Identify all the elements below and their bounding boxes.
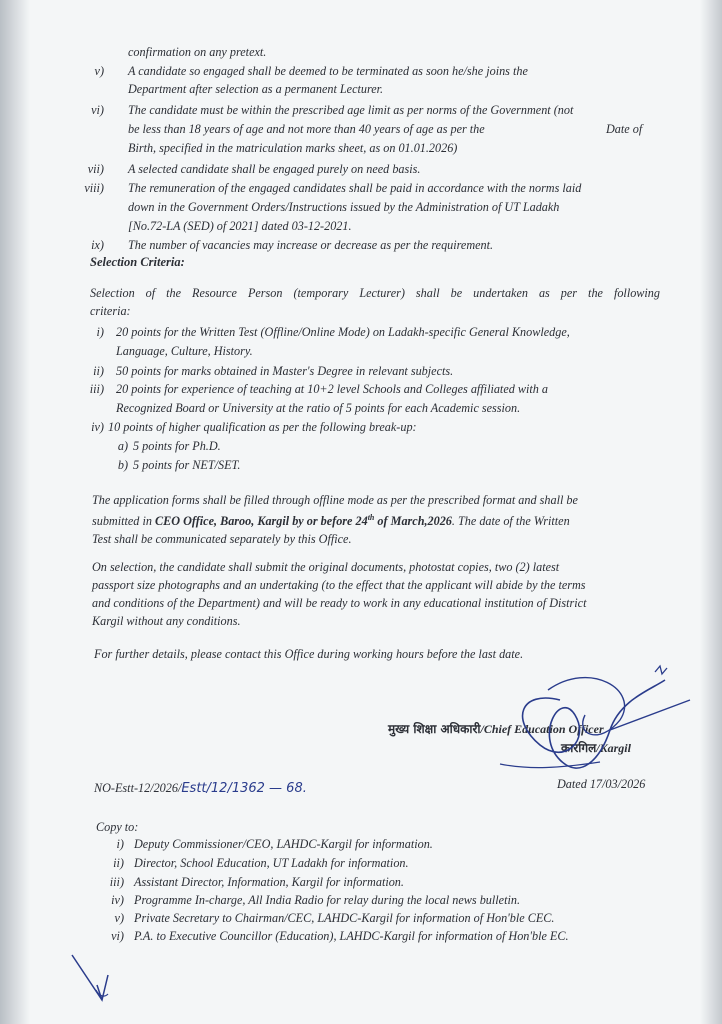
signature-scribble xyxy=(523,680,665,768)
condition-text: Date of xyxy=(606,122,643,136)
reference-number: NO-Estt-12/2026/ xyxy=(94,781,182,795)
english-title: /Chief Education Officer xyxy=(480,722,604,736)
sub-criteria-text: 5 points for NET/SET. xyxy=(133,458,241,472)
condition-number: vii) xyxy=(87,162,104,176)
contact-paragraph: For further details, please contact this Office during working hours before the last date. xyxy=(94,647,524,661)
condition-text: The candidate must be within the prescribed age limit as per norms of the Government (not xyxy=(128,103,574,117)
condition-text: The remuneration of the engaged candidates shall be paid in accordance with the norms laid xyxy=(128,181,582,195)
condition-iv-tail: confirmation on any pretext. xyxy=(128,45,267,59)
documents-line: passport size photographs and an undertaking (to the effect that the applicant will abide by the terms xyxy=(92,578,586,592)
criteria-number: i) xyxy=(96,325,104,339)
criteria-text: Recognized Board or University at the ratio of 5 points for each Academic session. xyxy=(116,401,521,415)
criteria-text: 50 points for marks obtained in Master's Degree in relevant subjects. xyxy=(116,364,454,378)
pen-scribble-bottom xyxy=(96,990,108,996)
criteria-number: ii) xyxy=(93,364,104,378)
documents-line: and conditions of the Department) and will be ready to work in any educational institution of District xyxy=(92,596,587,610)
copy-recipient: Director, School Education, UT Ladakh for information. xyxy=(134,856,409,870)
criteria-text: 20 points for the Written Test (Offline/Online Mode) on Ladakh-specific General Knowledge, xyxy=(116,325,570,339)
condition-text: Birth, specified in the matriculation marks sheet, as on 01.01.2026) xyxy=(128,141,458,155)
criteria-text: Language, Culture, History. xyxy=(116,344,253,358)
sub-criteria-number: b) xyxy=(117,458,128,472)
order-date: Dated 17/03/2026 xyxy=(557,777,646,791)
copy-recipient: P.A. to Executive Councillor (Education), LAHDC-Kargil for information of Hon'ble EC. xyxy=(134,929,569,943)
condition-text: The number of vacancies may increase or decrease as per the requirement. xyxy=(128,238,494,252)
copy-number: v) xyxy=(114,911,124,925)
hindi-place: कारगिल xyxy=(561,741,597,755)
signature-loop xyxy=(548,678,625,735)
copy-number: iv) xyxy=(111,893,124,907)
copy-recipient: Private Secretary to Chairman/CEC, LAHDC-Kargil for information of Hon'ble CEC. xyxy=(134,911,555,925)
application-line: The application forms shall be filled through offline mode as per the prescribed format and shall be xyxy=(92,493,578,507)
copy-to-heading: Copy to: xyxy=(96,820,139,834)
criteria-number: iii) xyxy=(89,382,104,396)
condition-number: v) xyxy=(94,64,104,78)
copy-number: iii) xyxy=(109,875,124,889)
condition-number: ix) xyxy=(91,238,104,252)
condition-number: viii) xyxy=(84,181,104,195)
handwritten-reference: Estt/12/1362 — 68. xyxy=(181,781,307,796)
intro-line: Selection of the Resource Person (temporary Lecturer) shall be undertaken as per the following xyxy=(90,286,660,300)
documents-line: Kargil without any conditions. xyxy=(92,614,241,628)
pen-tick-mark xyxy=(72,955,108,1000)
condition-text: Department after selection as a permanent Lecturer. xyxy=(128,82,384,96)
text-run: submitted in xyxy=(92,514,155,529)
copy-number: i) xyxy=(116,837,124,851)
condition-text: down in the Government Orders/Instructions issued by the Administration of UT Ladakh xyxy=(128,200,560,214)
application-line: Test shall be communicated separately by this Office. xyxy=(92,532,352,547)
copy-recipient: Assistant Director, Information, Kargil for information. xyxy=(134,875,404,889)
sub-criteria-text: 5 points for Ph.D. xyxy=(133,439,221,453)
deadline-text: of March,2026 xyxy=(374,514,452,529)
copy-recipient: Deputy Commissioner/CEO, LAHDC-Kargil for information. xyxy=(134,837,433,851)
condition-number: vi) xyxy=(91,103,104,117)
signature-mark xyxy=(655,666,667,674)
copy-number: ii) xyxy=(113,856,124,870)
text-run: . The date of the Written xyxy=(451,514,570,529)
selection-heading: Selection Criteria: xyxy=(90,255,185,269)
copy-recipient: Programme In-charge, All India Radio for relay during the local news bulletin. xyxy=(134,893,520,907)
condition-text: be less than 18 years of age and not more than 40 years of age as per the xyxy=(128,122,485,136)
criteria-number: iv) xyxy=(91,420,104,434)
condition-text: A selected candidate shall be engaged purely on need basis. xyxy=(128,162,421,176)
intro-line: criteria: xyxy=(90,304,131,318)
criteria-text: 20 points for experience of teaching at 10+2 level Schools and Colleges affiliated with a xyxy=(116,382,549,396)
hindi-title: मुख्य शिक्षा अधिकारी xyxy=(388,722,481,736)
condition-text: [No.72-LA (SED) of 2021] dated 03-12-2021. xyxy=(128,219,352,233)
condition-text: A candidate so engaged shall be deemed to be terminated as soon he/she joins the xyxy=(128,64,528,78)
criteria-text: 10 points of higher qualification as per the following break-up: xyxy=(108,420,417,434)
english-place: /Kargil xyxy=(596,741,631,755)
sub-criteria-number: a) xyxy=(117,439,128,453)
documents-line: On selection, the candidate shall submit the original documents, photostat copies, two (2) latest xyxy=(92,560,560,574)
deadline-text: CEO Office, Baroo, Kargil by or before 24 xyxy=(154,514,368,529)
copy-number: vi) xyxy=(111,929,124,943)
ordinal-suffix: th xyxy=(367,513,375,522)
